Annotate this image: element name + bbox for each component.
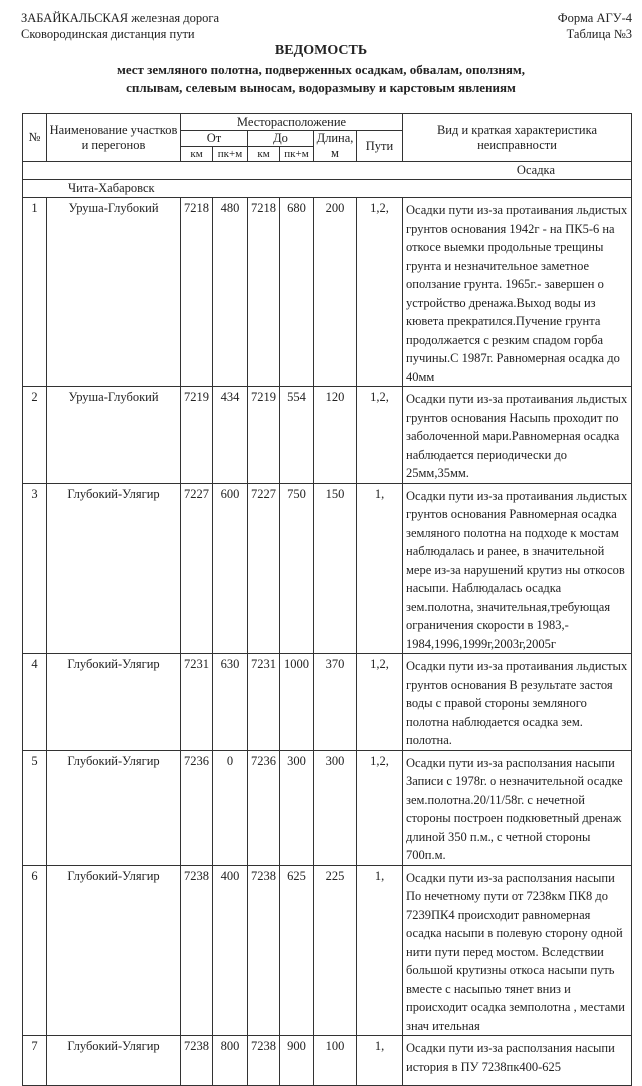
to-pk: 625 xyxy=(280,865,314,1036)
length-m: 100 xyxy=(314,1036,357,1086)
row-number: 4 xyxy=(23,654,47,751)
table-row xyxy=(23,483,632,654)
defect-description: Осадки пути из-за расползания насыпи Записи с 1978г. о незначительной осадке зем.полотна.20/11/58г. с нечетной стороны построен подкюветный дренаж длиной 350 п.м., с четной стороны 700п.м. xyxy=(403,750,632,865)
table-row xyxy=(23,750,632,865)
to-pk: 750 xyxy=(280,483,314,654)
track-distance-name: Сковородинская дистанция пути xyxy=(21,27,195,41)
from-km: 7219 xyxy=(181,387,213,484)
defect-description: Осадки пути из-за протаивания льдистых грунтов основания Равномерная осадка земляного полотна на подходе к мостам наблюдалась и ранее, в значительной мере из-за нарушений крутиз ны откосов насыпи. Наблюдалась осадка зем.полотна, значительная,требующая ограничения скорости в 1983,- 1984,1996,1999г,2003г,2005г xyxy=(403,483,632,654)
defect-description: Осадки пути из-за протаивания льдистых грунтов основания Насыпь проходит по заболоченной мари.Равномерная осадка наблюдается периодически до 25мм,35мм. xyxy=(403,387,632,484)
col-name-header: Наименование участков и перегонов xyxy=(47,114,181,162)
document-title: ВЕДОМОСТЬ xyxy=(274,43,368,58)
row-number: 7 xyxy=(23,1036,47,1086)
section-name: Глубокий-Улягир xyxy=(47,750,181,865)
length-m: 225 xyxy=(314,865,357,1036)
col-to-km-header: км xyxy=(248,147,280,162)
tracks: 1,2, xyxy=(357,198,403,387)
to-km: 7231 xyxy=(248,654,280,751)
row-number: 5 xyxy=(23,750,47,865)
section-name: Глубокий-Улягир xyxy=(47,483,181,654)
subtitle-line-2: сплывам, селевым выносам, водоразмыву и карстовым явлениям xyxy=(126,80,516,95)
length-m: 200 xyxy=(314,198,357,387)
defects-table xyxy=(22,113,632,1086)
to-pk: 554 xyxy=(280,387,314,484)
section-name: Глубокий-Улягир xyxy=(47,654,181,751)
tracks: 1, xyxy=(357,865,403,1036)
to-km: 7219 xyxy=(248,387,280,484)
to-km: 7227 xyxy=(248,483,280,654)
from-pk: 400 xyxy=(213,865,248,1036)
col-number-header: № xyxy=(23,114,47,162)
row-number: 3 xyxy=(23,483,47,654)
col-to-header: До xyxy=(248,131,314,147)
row-number: 2 xyxy=(23,387,47,484)
section-name: Глубокий-Улягир xyxy=(47,1036,181,1086)
to-pk: 300 xyxy=(280,750,314,865)
from-pk: 800 xyxy=(213,1036,248,1086)
col-from-km-header: км xyxy=(181,147,213,162)
from-km: 7238 xyxy=(181,1036,213,1086)
table-label: Таблица №3 xyxy=(566,27,632,41)
from-km: 7238 xyxy=(181,865,213,1036)
defect-description: Осадки пути из-за расползания насыпи По нечетному пути от 7238км ПК8 до 7239ПК4 происходит равномерная осадка насыпи в полевую сторону одной нити пути перед мостом. Вследствии большой крутизны откоса насыпи путь вместе с насыпью тянет вниз и происходит осадка земполотна , местами знач ительная xyxy=(403,865,632,1036)
form-label: Форма АГУ-4 xyxy=(557,11,632,25)
tracks: 1,2, xyxy=(357,387,403,484)
from-km: 7227 xyxy=(181,483,213,654)
defect-description: Осадки пути из-за протаивания льдистых грунтов основания 1942г - на ПК5-6 на откосе выемки продольные трещины грунта и незначительное заметное оползание грунта. 1965г.- завершен о устройство дренажа.Выход воды из кювета прекратился.Пучение грунта продолжается с резким спадом горба пучины.С 1987г. Равномерная осадка до 40мм xyxy=(403,198,632,387)
to-km: 7236 xyxy=(248,750,280,865)
direction-heading: Чита-Хабаровск xyxy=(23,180,632,198)
table-row xyxy=(23,654,632,751)
row-number: 1 xyxy=(23,198,47,387)
col-from-header: От xyxy=(181,131,248,147)
defect-description: Осадки пути из-за протаивания льдистых грунтов основания В результате застоя воды с правой стороны земляного полотна наблюдается осадка зем. полотна. xyxy=(403,654,632,751)
tracks: 1,2, xyxy=(357,654,403,751)
from-km: 7236 xyxy=(181,750,213,865)
section-name: Уруша-Глубокий xyxy=(47,198,181,387)
to-pk: 1000 xyxy=(280,654,314,751)
tracks: 1,2, xyxy=(357,750,403,865)
col-from-pk-header: пк+м xyxy=(213,147,248,162)
to-km: 7238 xyxy=(248,1036,280,1086)
length-m: 150 xyxy=(314,483,357,654)
col-description-header: Вид и краткая характеристика неисправности xyxy=(403,114,632,162)
defect-description: Осадки пути из-за расползания насыпи история в ПУ 7238пк400-625 xyxy=(403,1036,632,1086)
from-pk: 600 xyxy=(213,483,248,654)
col-tracks-header: Пути xyxy=(357,131,403,162)
railway-name: ЗАБАЙКАЛЬСКАЯ железная дорога xyxy=(21,11,220,25)
table-row xyxy=(23,198,632,387)
section-name: Глубокий-Улягир xyxy=(47,865,181,1036)
col-location-header: Месторасположение xyxy=(181,114,403,131)
from-pk: 480 xyxy=(213,198,248,387)
length-m: 120 xyxy=(314,387,357,484)
section-heading: Осадка xyxy=(23,162,632,180)
table-row xyxy=(23,1036,632,1086)
to-pk: 680 xyxy=(280,198,314,387)
from-pk: 630 xyxy=(213,654,248,751)
to-km: 7218 xyxy=(248,198,280,387)
row-number: 6 xyxy=(23,865,47,1036)
document-subtitle xyxy=(0,61,642,97)
length-m: 300 xyxy=(314,750,357,865)
to-pk: 900 xyxy=(280,1036,314,1086)
tracks: 1, xyxy=(357,1036,403,1086)
section-name: Уруша-Глубокий xyxy=(47,387,181,484)
from-pk: 0 xyxy=(213,750,248,865)
length-m: 370 xyxy=(314,654,357,751)
col-to-pk-header: пк+м xyxy=(280,147,314,162)
from-km: 7231 xyxy=(181,654,213,751)
table-row xyxy=(23,387,632,484)
tracks: 1, xyxy=(357,483,403,654)
col-length-header: Длина, м xyxy=(314,131,357,162)
from-pk: 434 xyxy=(213,387,248,484)
to-km: 7238 xyxy=(248,865,280,1036)
table-row xyxy=(23,865,632,1036)
subtitle-line-1: мест земляного полотна, подверженных осадкам, обвалам, оползням, xyxy=(116,62,526,77)
from-km: 7218 xyxy=(181,198,213,387)
